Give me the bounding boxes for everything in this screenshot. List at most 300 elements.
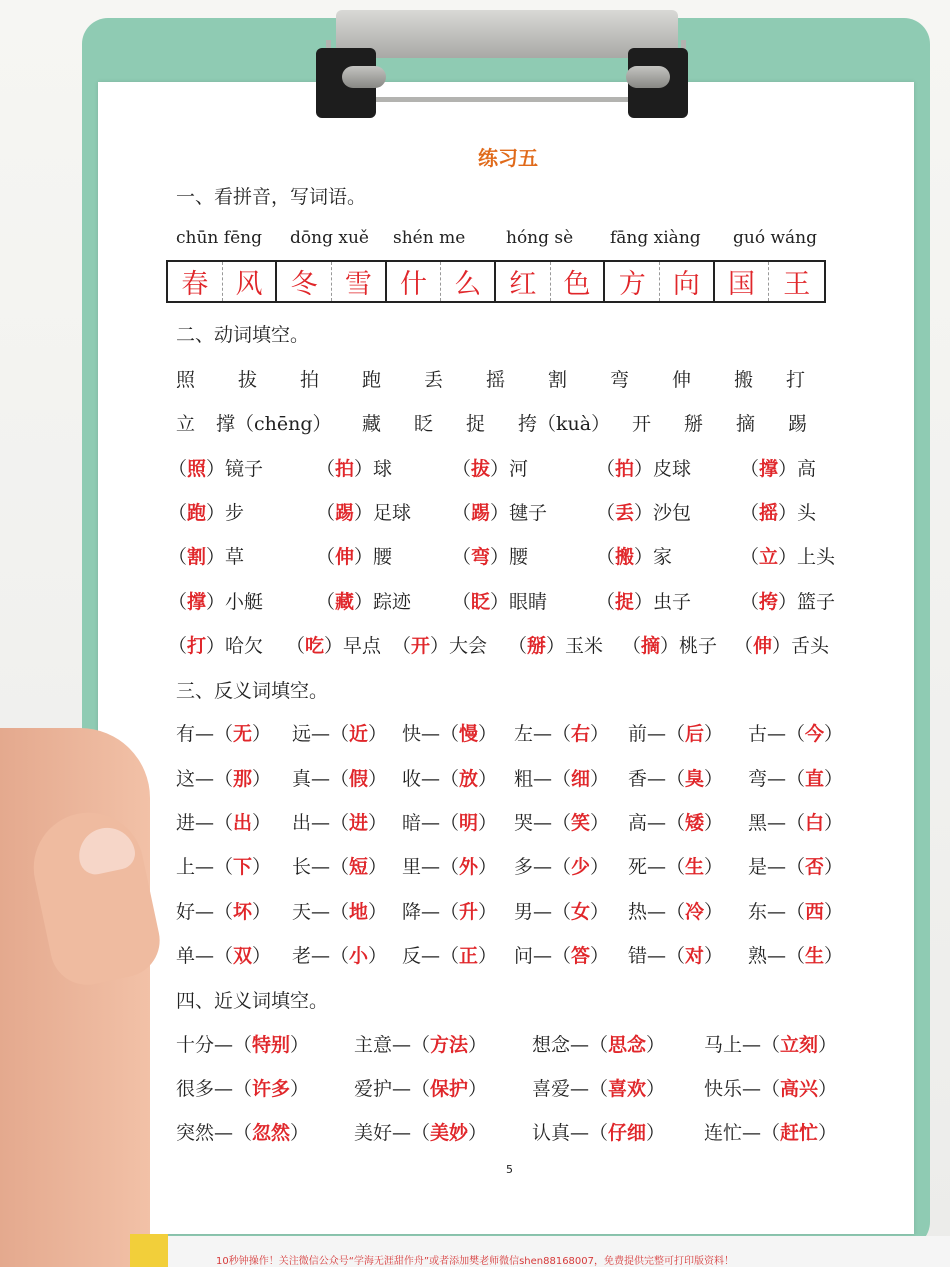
answer-text: 踢 xyxy=(335,502,355,524)
open-paren: （ xyxy=(452,502,472,524)
close-paren: ） xyxy=(778,546,798,568)
character-cell: 雪 xyxy=(332,262,387,301)
close-paren: ） xyxy=(252,812,272,834)
antonym-word: 这 xyxy=(176,768,196,790)
open-paren: （ xyxy=(622,635,642,657)
dash: —（ xyxy=(647,768,686,790)
dash: —（ xyxy=(214,1122,253,1144)
antonym-word: 左 xyxy=(514,723,534,745)
dash: —（ xyxy=(767,768,806,790)
antonym-answer: 臭 xyxy=(685,768,705,790)
close-paren: ） xyxy=(252,723,272,745)
dash: —（ xyxy=(195,901,234,923)
antonym-item xyxy=(292,808,387,835)
answer-text: 打 xyxy=(187,635,207,657)
close-paren: ） xyxy=(478,723,498,745)
close-paren: ） xyxy=(590,856,610,878)
answer-text: 摘 xyxy=(641,635,661,657)
close-paren: ） xyxy=(818,1122,838,1144)
fill-item xyxy=(452,587,547,614)
answer-text: 拍 xyxy=(615,458,635,480)
antonym-word: 好 xyxy=(176,901,196,923)
synonym-item xyxy=(176,1118,309,1145)
fill-item xyxy=(596,587,691,614)
antonym-answer: 少 xyxy=(571,856,591,878)
verb-word: 踢 xyxy=(788,413,808,435)
antonym-word: 死 xyxy=(628,856,648,878)
close-paren: ） xyxy=(490,591,510,613)
answer-text: 摇 xyxy=(759,502,779,524)
verb-word: 掰 xyxy=(684,413,704,435)
fill-item xyxy=(596,454,691,481)
synonym-item xyxy=(176,1030,309,1057)
synonym-word: 马上 xyxy=(704,1034,743,1056)
synonym-word: 美好 xyxy=(354,1122,393,1144)
dash: —（ xyxy=(311,856,350,878)
section-heading-verbs: 二、动词填空。 xyxy=(176,324,310,346)
verb-word: 立 xyxy=(176,413,196,435)
dash: —（ xyxy=(195,812,234,834)
antonym-word: 粗 xyxy=(514,768,534,790)
close-paren: ） xyxy=(290,1034,310,1056)
dash: —（ xyxy=(421,856,460,878)
fill-item xyxy=(286,631,381,658)
open-paren: （ xyxy=(286,635,306,657)
antonym-word: 东 xyxy=(748,901,768,923)
phrase-text: 虫子 xyxy=(653,591,692,613)
antonym-item xyxy=(176,852,271,879)
close-paren: ） xyxy=(478,812,498,834)
antonym-answer: 冷 xyxy=(685,901,705,923)
antonym-word: 单 xyxy=(176,945,196,967)
verb-word: 开 xyxy=(632,413,652,435)
dash: —（ xyxy=(647,901,686,923)
synonym-word: 想念 xyxy=(532,1034,571,1056)
close-paren: ） xyxy=(252,768,272,790)
antonym-answer: 下 xyxy=(233,856,253,878)
dash: —（ xyxy=(421,723,460,745)
character-cell: 方 xyxy=(605,262,660,301)
character-cell: 红 xyxy=(496,262,551,301)
fill-item xyxy=(168,542,244,569)
promo-banner: 10秒钟操作！关注微信公众号“学海无涯甜作舟”或者添加樊老师微信shen88168007，免费提供完整可打印版资料！ xyxy=(215,1256,735,1267)
antonym-word: 远 xyxy=(292,723,312,745)
close-paren: ） xyxy=(478,945,498,967)
dash: —（ xyxy=(533,812,572,834)
answer-text: 捉 xyxy=(615,591,635,613)
worksheet-paper xyxy=(98,82,914,1234)
open-paren: （ xyxy=(596,546,616,568)
close-paren: ） xyxy=(704,768,724,790)
answer-text: 丢 xyxy=(615,502,635,524)
dash: —（ xyxy=(533,856,572,878)
open-paren: （ xyxy=(508,635,528,657)
answer-text: 拔 xyxy=(471,458,491,480)
fill-item xyxy=(316,587,411,614)
close-paren: ） xyxy=(704,901,724,923)
dash: —（ xyxy=(767,945,806,967)
open-paren: （ xyxy=(168,591,188,613)
answer-text: 踢 xyxy=(471,502,491,524)
antonym-item xyxy=(292,852,387,879)
fill-item xyxy=(452,542,528,569)
character-cell: 风 xyxy=(223,262,278,301)
dash: —（ xyxy=(392,1078,431,1100)
phrase-text: 步 xyxy=(225,502,245,524)
close-paren: ） xyxy=(290,1122,310,1144)
close-paren: ） xyxy=(468,1034,488,1056)
antonym-item xyxy=(748,719,843,746)
antonym-item xyxy=(514,852,609,879)
close-paren: ） xyxy=(778,502,798,524)
antonym-item xyxy=(628,852,723,879)
dash: —（ xyxy=(311,723,350,745)
antonym-word: 真 xyxy=(292,768,312,790)
close-paren: ） xyxy=(824,723,844,745)
fill-item xyxy=(392,631,487,658)
dash: —（ xyxy=(311,812,350,834)
dash: —（ xyxy=(311,901,350,923)
antonym-item xyxy=(292,897,387,924)
open-paren: （ xyxy=(734,635,754,657)
antonym-answer: 明 xyxy=(459,812,479,834)
verb-word: 割 xyxy=(548,369,568,391)
answer-text: 跑 xyxy=(187,502,207,524)
answer-text: 伸 xyxy=(335,546,355,568)
antonym-answer: 生 xyxy=(685,856,705,878)
antonym-answer: 西 xyxy=(805,901,825,923)
synonym-answer: 仔细 xyxy=(608,1122,647,1144)
close-paren: ） xyxy=(290,1078,310,1100)
antonym-answer: 否 xyxy=(805,856,825,878)
antonym-word: 男 xyxy=(514,901,534,923)
antonym-item xyxy=(176,808,271,835)
close-paren: ） xyxy=(824,901,844,923)
antonym-word: 出 xyxy=(292,812,312,834)
open-paren: （ xyxy=(452,546,472,568)
character-cell: 国 xyxy=(715,262,770,301)
antonym-item xyxy=(292,764,387,791)
dash: —（ xyxy=(533,945,572,967)
open-paren: （ xyxy=(740,546,760,568)
phrase-text: 舌头 xyxy=(791,635,830,657)
antonym-item xyxy=(402,941,497,968)
antonym-answer: 小 xyxy=(349,945,369,967)
antonym-item xyxy=(748,941,843,968)
character-cell: 色 xyxy=(551,262,606,301)
close-paren: ） xyxy=(368,768,388,790)
antonym-word: 香 xyxy=(628,768,648,790)
fill-item xyxy=(740,454,816,481)
antonym-item xyxy=(292,719,387,746)
fill-item xyxy=(168,631,263,658)
dash: —（ xyxy=(195,723,234,745)
open-paren: （ xyxy=(452,458,472,480)
antonym-answer: 右 xyxy=(571,723,591,745)
pinyin-label: guó wáng xyxy=(733,228,817,248)
close-paren: ） xyxy=(646,1034,666,1056)
antonym-item xyxy=(514,719,609,746)
close-paren: ） xyxy=(368,812,388,834)
answer-text: 搬 xyxy=(615,546,635,568)
dash: —（ xyxy=(392,1034,431,1056)
close-paren: ） xyxy=(634,458,654,480)
answer-text: 割 xyxy=(187,546,207,568)
close-paren: ） xyxy=(478,901,498,923)
synonym-item xyxy=(354,1118,487,1145)
antonym-item xyxy=(176,719,271,746)
antonym-word: 上 xyxy=(176,856,196,878)
dash: —（ xyxy=(533,768,572,790)
phrase-text: 眼睛 xyxy=(509,591,548,613)
close-paren: ） xyxy=(590,901,610,923)
synonym-word: 喜爱 xyxy=(532,1078,571,1100)
close-paren: ） xyxy=(490,502,510,524)
close-paren: ） xyxy=(824,945,844,967)
close-paren: ） xyxy=(772,635,792,657)
close-paren: ） xyxy=(354,591,374,613)
answer-text: 拍 xyxy=(335,458,355,480)
antonym-item xyxy=(748,764,843,791)
antonym-answer: 后 xyxy=(685,723,705,745)
antonym-answer: 细 xyxy=(571,768,591,790)
close-paren: ） xyxy=(206,502,226,524)
verb-word: 打 xyxy=(786,369,806,391)
synonym-word: 很多 xyxy=(176,1078,215,1100)
synonym-answer: 保护 xyxy=(430,1078,469,1100)
antonym-word: 收 xyxy=(402,768,422,790)
antonym-word: 多 xyxy=(514,856,534,878)
close-paren: ） xyxy=(704,723,724,745)
verb-word: 摘 xyxy=(736,413,756,435)
synonym-item xyxy=(354,1030,487,1057)
clip-hinge-left xyxy=(342,66,386,88)
verb-word: 照 xyxy=(176,369,196,391)
antonym-word: 里 xyxy=(402,856,422,878)
antonym-answer: 女 xyxy=(571,901,591,923)
phrase-text: 上头 xyxy=(797,546,836,568)
phrase-text: 桃子 xyxy=(679,635,718,657)
phrase-text: 玉米 xyxy=(565,635,604,657)
section-heading-antonyms: 三、反义词填空。 xyxy=(176,680,329,702)
antonym-item xyxy=(176,941,271,968)
fill-item xyxy=(740,498,816,525)
dash: —（ xyxy=(570,1034,609,1056)
antonym-item xyxy=(514,941,609,968)
close-paren: ） xyxy=(354,458,374,480)
fill-item xyxy=(316,454,392,481)
antonym-word: 是 xyxy=(748,856,768,878)
synonym-item xyxy=(532,1030,665,1057)
answer-text: 弯 xyxy=(471,546,491,568)
answer-text: 掰 xyxy=(527,635,547,657)
antonym-answer: 矮 xyxy=(685,812,705,834)
antonym-item xyxy=(402,764,497,791)
antonym-answer: 那 xyxy=(233,768,253,790)
close-paren: ） xyxy=(634,546,654,568)
dash: —（ xyxy=(195,945,234,967)
open-paren: （ xyxy=(316,502,336,524)
phrase-text: 早点 xyxy=(343,635,382,657)
answer-text: 立 xyxy=(759,546,779,568)
pinyin-label: chūn fēng xyxy=(176,228,262,248)
antonym-item xyxy=(176,764,271,791)
dash: —（ xyxy=(570,1122,609,1144)
antonym-answer: 答 xyxy=(571,945,591,967)
character-grid xyxy=(166,260,826,303)
antonym-word: 热 xyxy=(628,901,648,923)
dash: —（ xyxy=(421,945,460,967)
antonym-word: 熟 xyxy=(748,945,768,967)
phrase-text: 草 xyxy=(225,546,245,568)
answer-text: 开 xyxy=(411,635,431,657)
antonym-word: 进 xyxy=(176,812,196,834)
verb-word: 撑（chēng） xyxy=(216,413,332,435)
close-paren: ） xyxy=(206,635,226,657)
dash: —（ xyxy=(195,768,234,790)
pinyin-label: fāng xiàng xyxy=(610,228,701,248)
fill-item xyxy=(734,631,829,658)
close-paren: ） xyxy=(468,1122,488,1144)
antonym-answer: 慢 xyxy=(459,723,479,745)
page-number: 5 xyxy=(506,1163,513,1176)
dash: —（ xyxy=(647,723,686,745)
antonym-answer: 短 xyxy=(349,856,369,878)
answer-text: 撑 xyxy=(759,458,779,480)
phrase-text: 腰 xyxy=(373,546,393,568)
phrase-text: 哈欠 xyxy=(225,635,264,657)
fill-item xyxy=(168,587,263,614)
open-paren: （ xyxy=(740,591,760,613)
antonym-word: 快 xyxy=(402,723,422,745)
fill-item xyxy=(452,454,528,481)
pinyin-label: hóng sè xyxy=(506,228,574,248)
worksheet-title: 练习五 xyxy=(478,146,538,170)
fill-item xyxy=(168,454,263,481)
antonym-answer: 放 xyxy=(459,768,479,790)
verb-word: 眨 xyxy=(414,413,434,435)
synonym-word: 连忙 xyxy=(704,1122,743,1144)
holding-hand xyxy=(0,728,150,1267)
close-paren: ） xyxy=(704,945,724,967)
close-paren: ） xyxy=(646,1078,666,1100)
open-paren: （ xyxy=(316,591,336,613)
antonym-answer: 假 xyxy=(349,768,369,790)
open-paren: （ xyxy=(316,546,336,568)
close-paren: ） xyxy=(206,546,226,568)
dash: —（ xyxy=(647,945,686,967)
phrase-text: 高 xyxy=(797,458,817,480)
antonym-item xyxy=(748,852,843,879)
close-paren: ） xyxy=(368,945,388,967)
synonym-word: 爱护 xyxy=(354,1078,393,1100)
verb-word: 摇 xyxy=(486,369,506,391)
verb-word: 弯 xyxy=(610,369,630,391)
antonym-item xyxy=(514,897,609,924)
synonym-answer: 特别 xyxy=(252,1034,291,1056)
antonym-word: 老 xyxy=(292,945,312,967)
antonym-item xyxy=(292,941,387,968)
phrase-text: 家 xyxy=(653,546,673,568)
close-paren: ） xyxy=(368,856,388,878)
phrase-text: 篮子 xyxy=(797,591,836,613)
synonym-word: 十分 xyxy=(176,1034,215,1056)
close-paren: ） xyxy=(468,1078,488,1100)
verb-word: 拔 xyxy=(238,369,258,391)
close-paren: ） xyxy=(824,768,844,790)
close-paren: ） xyxy=(324,635,344,657)
antonym-word: 弯 xyxy=(748,768,768,790)
antonym-word: 高 xyxy=(628,812,648,834)
open-paren: （ xyxy=(596,502,616,524)
antonym-item xyxy=(628,719,723,746)
verb-word: 丢 xyxy=(424,369,444,391)
open-paren: （ xyxy=(740,458,760,480)
synonym-word: 认真 xyxy=(532,1122,571,1144)
verb-word: 拍 xyxy=(300,369,320,391)
close-paren: ） xyxy=(590,945,610,967)
close-paren: ） xyxy=(660,635,680,657)
dash: —（ xyxy=(570,1078,609,1100)
character-cell: 王 xyxy=(783,269,811,300)
section-heading-synonyms: 四、近义词填空。 xyxy=(176,990,329,1012)
phrase-text: 小艇 xyxy=(225,591,264,613)
open-paren: （ xyxy=(168,458,188,480)
close-paren: ） xyxy=(252,901,272,923)
antonym-word: 哭 xyxy=(514,812,534,834)
open-paren: （ xyxy=(168,502,188,524)
pinyin-label: shén me xyxy=(393,228,466,248)
fill-item xyxy=(508,631,603,658)
synonym-item xyxy=(354,1074,487,1101)
antonym-answer: 笑 xyxy=(571,812,591,834)
antonym-answer: 近 xyxy=(349,723,369,745)
antonym-answer: 今 xyxy=(805,723,825,745)
verb-word: 捉 xyxy=(466,413,486,435)
close-paren: ） xyxy=(818,1034,838,1056)
open-paren: （ xyxy=(392,635,412,657)
open-paren: （ xyxy=(452,591,472,613)
fill-item xyxy=(316,498,411,525)
antonym-word: 降 xyxy=(402,901,422,923)
antonym-item xyxy=(402,852,497,879)
synonym-answer: 方法 xyxy=(430,1034,469,1056)
antonym-answer: 进 xyxy=(349,812,369,834)
fill-item xyxy=(740,587,835,614)
dash: —（ xyxy=(214,1034,253,1056)
close-paren: ） xyxy=(824,856,844,878)
dash: —（ xyxy=(767,901,806,923)
open-paren: （ xyxy=(168,635,188,657)
close-paren: ） xyxy=(478,856,498,878)
synonym-item xyxy=(704,1074,837,1101)
antonym-item xyxy=(402,897,497,924)
dash: —（ xyxy=(214,1078,253,1100)
dash: —（ xyxy=(392,1122,431,1144)
answer-text: 吃 xyxy=(305,635,325,657)
character-cell: 向 xyxy=(660,262,715,301)
phrase-text: 镜子 xyxy=(225,458,264,480)
antonym-answer: 白 xyxy=(805,812,825,834)
dash: —（ xyxy=(742,1078,781,1100)
antonym-item xyxy=(628,808,723,835)
close-paren: ） xyxy=(490,546,510,568)
phrase-text: 大会 xyxy=(449,635,488,657)
antonym-answer: 地 xyxy=(349,901,369,923)
verb-word: 跑 xyxy=(362,369,382,391)
phrase-text: 足球 xyxy=(373,502,412,524)
character-cell: 么 xyxy=(441,262,496,301)
